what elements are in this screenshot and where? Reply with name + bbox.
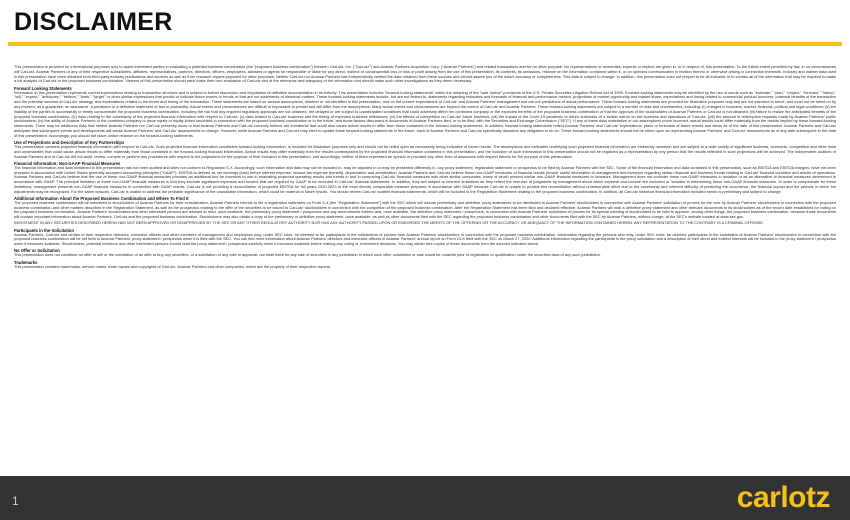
page-title: DISCLAIMER [14,8,173,36]
section-paragraph: This presentation is provided for informational purposes only to assist interested parties in evaluating a potential business combination (the "proposed business combination") between CarLotz, Inc. ("CarLotz") and Acamar Partners Acquisition Corp. ("Acamar Partners") and related transactions and for no other purpose. No representations or warranties, express or implied are given in, or in respect of, this presentation. To the fullest extent permitted by law, in no circumstances will CarLotz, Acamar Partners or any of their respective subsidiaries, affiliates, representatives, partners, directors, officers, employees, advisers or agents be responsible or liable for any direct, indirect or consequential loss or loss of profit arising from the use of this presentation, its contents, its omissions, reliance on the information contained within it, or on opinions communicated in relation thereto or otherwise arising in connection therewith. Industry and market data used in this presentation have been obtained from third-party industry publications and sources as well as from research reports prepared for other purposes. Neither CarLotz nor Acamar Partners has independently verified the data obtained from these sources and cannot assure you of the data's accuracy or completeness. This data is subject to change. In addition, this presentation does not purport to be all-inclusive or to contain all of the information that may be required to make a full analysis of CarLotz or the proposed business combination. Viewers of this presentation should each make their own evaluation of CarLotz and of the relevance and adequacy of the information and should make such other investigations as they deem necessary. [14,65,836,84]
section-heading: Participants in the Solicitation [14,227,75,233]
section-heading: Additional Information About the Proposed Business Combination and Where To Find It [14,195,189,201]
page-number: 1 [12,494,19,508]
section-paragraph: The financial information and data contained in this presentation has not been audited and does not conform to Regulation S-X. Accordingly, such information and data may not be included in, may be adjusted in or may be presented differently in, any proxy statement, registration statement or prospectus to be filed by Acamar Partners with the SEC. Some of the financial information and data contained in this presentation, such as EBITDA and EBITDA margins, have not been prepared in accordance with United States generally accepted accounting principles ("GAAP"). EBITDA is defined as net earnings (loss) before interest expense, income tax expense (benefit), depreciation and amortization. Acamar Partners and CarLotz believe these non-GAAP measures of financial results provide useful information to management and investors regarding certain financial and business trends relating to CarLotz' financial condition and results of operations. Acamar Partners and CarLotz believe that the use of these non-GAAP financial measures provides an additional tool for investors to use in evaluating projected operating results and trends in and in comparing CarLotz' financial measures with other similar companies, many of which present similar non-GAAP financial measures to investors. Management does not consider these non-GAAP measures in isolation or as an alternative to financial measures determined in accordance with GAAP. The principal limitation of these non-GAAP financial measures is that they exclude significant expenses and income that are required by GAAP to be recorded in CarLotz' financial statements. In addition, they are subject to inherent limitations as they reflect the exercise of judgments by management about which expense and income are excluded or included in determining these non-GAAP financial measures. In order to compensate for these limitations, management presents non-GAAP financial measures in connection with GAAP results. CarLotz is not providing a reconciliation of projected EBITDA for full years 2020-2023 to the most directly comparable measure prepared in accordance with GAAP because CarLotz is unable to provide this reconciliation without unreasonable effort due to the uncertainty and inherent difficulty of predicting the occurrence, the financial impact and the periods in which the adjustments may be recognized. For the same reasons, CarLotz is unable to address the probable significance of the unavailable information, which could be material to future results. You should review CarLotz' audited financial statements, which will be included in the Registration Statement relating to the proposed business combination. In addition, all CarLotz historical financial information included herein is preliminary and subject to change. [14,164,836,194]
title-underline [8,42,842,46]
section-paragraph: INVESTMENT IN ANY SECURITIES DESCRIBED HEREIN HAS NOT BEEN APPROVED OR DISAPPROVED BY THE SEC OR ANY OTHER REGULATORY AUTHORITY NOR HAS ANY AUTHORITY PASSED UPON OR ENDORSED THE MERITS OF THE OFFERING OR THE ACCURACY OR ADEQUACY OF THE INFORMATION CONTAINED HEREIN. ANY REPRESENTATION TO THE CONTRARY IS A CRIMINAL OFFENSE. [14,220,765,226]
section-paragraph: This presentation contains trademarks, service marks, trade names and copyrights of CarLotz, Acamar Partners and other companies, which are the property of their respective owners. [14,263,332,269]
section-paragraph: Acamar Partners, CarLotz and certain of their respective directors, executive officers and other members of management and employees may, under SEC rules, be deemed to be participants in the solicitations of proxies from Acamar Partners' stockholders in connection with the proposed business combination. Information regarding the persons who may, under SEC rules, be deemed participants in the solicitation of Acamar Partners' stockholders in connection with the proposed business combination will be set forth in Acamar Partners' proxy statement / prospectus when it is filed with the SEC. You can find more information about Acamar Partners' directors and executive officers in Acamar Partners' annual report on Form 10-K filed with the SEC on March 27, 2020. Additional information regarding the participants in the proxy solicitation and a description of their direct and indirect interests will be included in the proxy statement / prospectus when it becomes available. Stockholders, potential investors and other interested persons should read the proxy statement / prospectus carefully when it becomes available before making any voting or investment decisions. You may obtain free copies of these documents from the sources indicated above. [14,231,836,247]
section-heading: Use of Projections and Description of Key Partnerships [14,139,125,145]
footer-bar [0,476,850,520]
section-paragraph: The proposed business combination will be submitted to stockholders of Acamar Partners for their consideration. Acamar Partners intends to file a registration statement on Form S-4 (the "Registration Statement") with the SEC which will include preliminary and definitive proxy statements to be distributed to Acamar Partners' stockholders in connection with Acamar Partners' solicitation of proxies for the vote by Acamar Partners' stockholders in connection with the proposed business combination and other matters described in the Registration Statement, as well as the prospectus relating to the offer of the securities to be issued to CarLotz' stockholders in connection with the completion of the proposed business combination. After the Registration Statement has been filed and declared effective, Acamar Partners will mail a definitive proxy statement and other relevant documents to its stockholders as of the record date established for voting on the proposed business combination. Acamar Partners' stockholders and other interested persons are advised to read, once available, the preliminary proxy statement / prospectus and any amendments thereto and, once available, the definitive proxy statement / prospectus, in connection with Acamar Partners' solicitation of proxies for its special meeting of stockholders to be held to approve, among other things, the proposed business combination, because these documents will contain important information about Acamar Partners, CarLotz and the proposed business combination. Stockholders may also obtain a copy of the preliminary or definitive proxy statement, once available, as well as other documents filed with the SEC regarding the proposed business combination and other documents filed with the SEC by Acamar Partners, without charge, at the SEC's website located at www.sec.gov. [14,199,836,220]
section-heading: Trademarks [14,259,38,265]
section-heading: Forward Looking Statements [14,85,72,91]
section-paragraph: This presentation contains projected financial information with respect to CarLotz. Such projected financial information constitutes forward-looking information, is included for illustrative purposes only and should not be relied upon as necessarily being indicative of future results. The assumptions and estimates underlying such projected financial information are inherently uncertain and are subject to a wide variety of significant business, economic, competitive and other risks and uncertainties that could cause actual results to differ materially from those contained in the forward-looking financial information. Actual results may differ materially from the results contemplated by the projected financial information contained in this presentation, and the inclusion of such information in this presentation should not be regarded as a representation by any person that the results reflected in such projections will be achieved. The independent auditors of Acamar Partners and of CarLotz did not audit, review, compile or perform any procedures with respect to the projections for the purpose of their inclusion in this presentation, and accordingly, neither of them expressed an opinion or provided any other form of assurance with respect thereto for the purpose of this presentation. [14,143,836,159]
section-heading: No Offer or Solicitation [14,248,60,254]
section-paragraph: Information in this presentation represents current expectations relating to transaction structure and is subject to further discussion and negotiation of definitive documentation in its entirety. This presentation includes "forward-looking statements" within the meaning of the "safe harbor" provisions of the U.S. Private Securities Litigation Reform Act of 1995. Forward-looking statements may be identified by the use of words such as "estimate," "plan," "project," "forecast," "intend," "will," "expect," "anticipate," "believe," "seek," "target" or other similar expressions that predict or indicate future events or trends or that are not statements of historical matters. These forward-looking statements include, but are not limited to, statements regarding estimates and forecasts of financial and performance metrics, projections of market opportunity and market share, expectations and timing related to commercial product launches, potential benefits of the transaction and the potential success of CarLotz' strategy, and expectations related to the terms and timing of the transaction. These statements are based on various assumptions, whether or not identified in this presentation, and on the current expectations of CarLotz' and Acamar Partners' management and are not predictions of actual performance. These forward-looking statements are provided for illustrative purposes only and are not intended to serve, and must not be relied on by any investor, as a guarantee, an assurance, a prediction or a definitive statement of fact or probability. Actual events and circumstances are difficult or impossible to predict and will differ from the assumptions. Many actual events and circumstances are beyond the control of CarLotz and Acamar Partners. These forward-looking statements are subject to a number of risks and uncertainties, including: (i) changes in business, market, financial, political and legal conditions; (ii) the inability of the parties to successfully or timely consummate the proposed business combination, including the risk that any required regulatory approvals are not obtained, are delayed or are subject to unanticipated conditions that could adversely affect the combined company or the expected benefits of the proposed business combination or that the approval of the stockholders of Acamar Partners or CarLotz is not obtained; (iii) failure to realize the anticipated benefits of the proposed business combination; (iv) risks relating to the uncertainty of the projected financial information with respect to CarLotz; (v) risks related to CarLotz' business and the timing of expected business milestones; (vi) the effects of competition on CarLotz' future business; (vii) the impact of the Covid-19 pandemic or future outbreaks of a similar nature on the business and operations of CarLotz; (viii) the amount of redemption requests made by Acamar Partners' public stockholders; (ix) the ability of Acamar Partners or the combined company to issue equity or equity-linked securities in connection with the proposed business combination or in the future, and those factors discussed in documents of Acamar Partners filed, or to be filed, with the Securities and Exchange Commission ("SEC"). If any of these risks materialize or our assumptions prove incorrect, actual results could differ materially from the results implied by these forward-looking statements. There may be additional risks that neither Acamar Partners nor CarLotz presently know or that Acamar Partners and CarLotz currently believe are immaterial that could also cause actual results to differ from those contained in the forward-looking statements. In addition, forward-looking statements reflect Acamar Partners' and CarLotz' expectations, plans or forecasts of future events and views as of the date of this presentation. Acamar Partners and CarLotz anticipate that subsequent events and developments will cause Acamar Partners' and CarLotz' assessments to change. However, while Acamar Partners and CarLotz may elect to update these forward-looking statements in the future, each of Acamar Partners and CarLotz specifically disclaims any obligation to do so. These forward-looking statements should not be relied upon as representing Acamar Partners' and CarLotz' assessments as of any date subsequent to the date of this presentation. Accordingly, you should not place undue reliance on the forward-looking statements. [14,89,836,138]
section-paragraph: This presentation does not constitute an offer to sell or the solicitation of an offer to buy any securities, or a solicitation of any vote or approval, nor shall there be any sale of securities in any jurisdiction in which such offer, solicitation or sale would be unlawful prior to registration or qualification under the securities laws of any such jurisdiction. [14,252,601,258]
section-heading: Financial Information; Non-GAAP Financial Measures [14,160,121,166]
carlotz-logo: carlotz [736,481,830,514]
disclaimer-body [14,65,836,473]
